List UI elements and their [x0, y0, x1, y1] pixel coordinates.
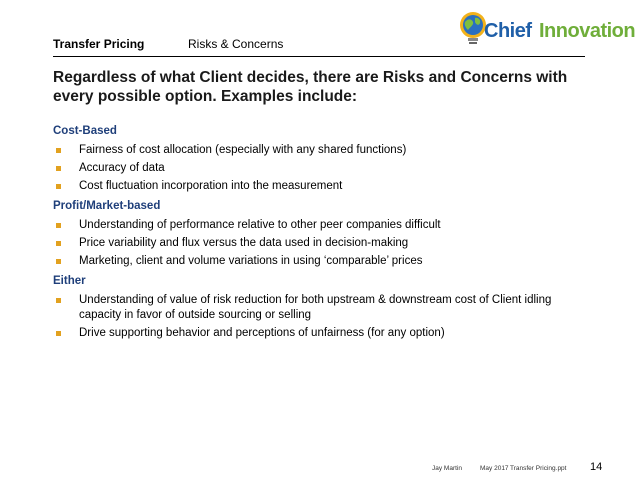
bullet-item [53, 326, 593, 341]
footer-filename: Transfer Pricing.ppt [510, 465, 567, 472]
bullet-text: Understanding of value of risk reduction for both upstream & downstream cost of Client idling capacity in favor of outside sourcing or selling [79, 294, 552, 321]
category-heading-profit-market: Profit/Market-based [53, 200, 161, 212]
bullet-text: Fairness of cost allocation (especially with any shared functions) [79, 144, 407, 156]
header-section-label: Risks & Concerns [188, 37, 284, 51]
header-divider [53, 56, 585, 57]
bullet-text: Cost fluctuation incorporation into the measurement [79, 180, 343, 192]
bullet-item [53, 143, 593, 158]
bullet-text: Understanding of performance relative to other peer companies difficult [79, 219, 441, 231]
bullet-text: Accuracy of data [79, 162, 165, 174]
bullet-text: Marketing, client and volume variations in using ‘comparable’ prices [79, 255, 423, 267]
slide-content [53, 120, 593, 344]
square-bullet-icon [56, 148, 61, 153]
bullet-item [53, 179, 593, 194]
square-bullet-icon [56, 223, 61, 228]
footer-author: Jay Martin [432, 465, 462, 472]
bullet-text: Price variability and flux versus the data used in decision-making [79, 237, 409, 249]
square-bullet-icon [56, 166, 61, 171]
square-bullet-icon [56, 298, 61, 303]
footer-date: May 2017 [480, 465, 509, 472]
category-heading-either: Either [53, 275, 86, 287]
header-title: Transfer Pricing [53, 37, 145, 51]
square-bullet-icon [56, 241, 61, 246]
square-bullet-icon [56, 331, 61, 336]
logo-word-chief: Chief [484, 20, 532, 42]
square-bullet-icon [56, 184, 61, 189]
bullet-item [53, 236, 593, 251]
bullet-text: Drive supporting behavior and perceptions of unfairness (for any option) [79, 327, 445, 339]
slide-headline: Regardless of what Client decides, there are Risks and Concerns with every possible option. Examples include: [53, 69, 568, 105]
bullet-item [53, 254, 593, 269]
page-number: 14 [590, 461, 603, 473]
bullet-item [53, 293, 593, 323]
bullet-item [53, 218, 593, 233]
category-heading-cost-based: Cost-Based [53, 125, 117, 137]
bullet-item [53, 161, 593, 176]
logo-word-innovation: Innovation [539, 20, 636, 42]
square-bullet-icon [56, 259, 61, 264]
slide-header [0, 0, 638, 62]
chief-innovation-logo [456, 8, 636, 46]
